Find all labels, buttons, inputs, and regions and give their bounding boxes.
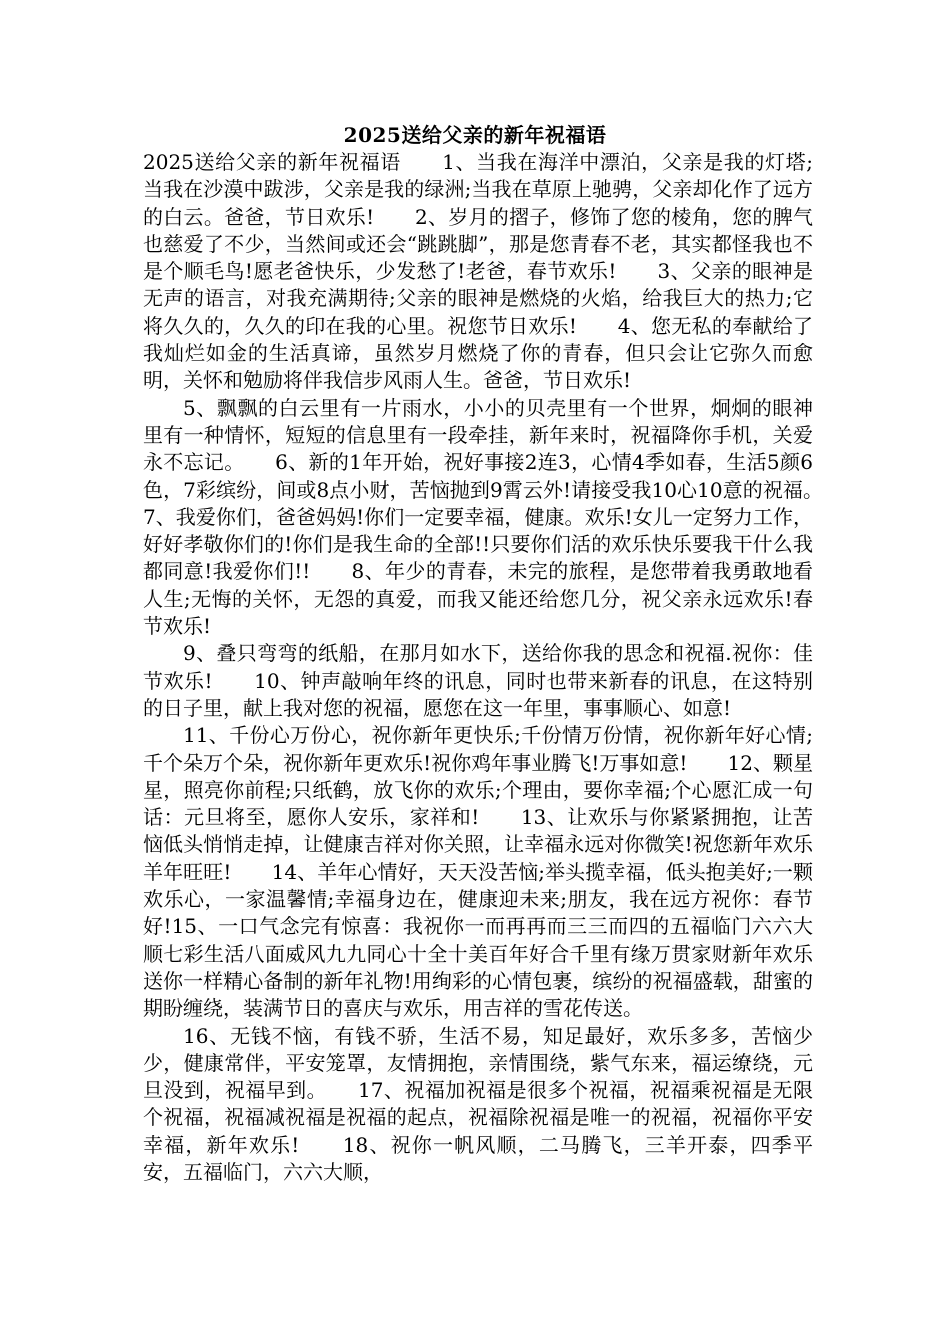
paragraph-3: 9、叠只弯弯的纸船，在那月如水下，送给你我的思念和祝福.祝你：佳节欢乐! 10、钟声敲响年终的讯息，同时也带来新春的讯息，在这特别的日子里，献上我对您的祝福，愿您在这一年里，事事顺心、如意!	[143, 641, 813, 720]
paragraph-5: 16、无钱不恼，有钱不骄，生活不易，知足最好，欢乐多多，苦恼少少，健康常伴，平安笼罩，友情拥抱，亲情围绕，紫气东来，福运缭绕，元旦没到，祝福早到。 17、祝福加祝福是很多个祝福，祝福乘祝福是无限个祝福，祝福减祝福是祝福的起点，祝福除祝福是唯一的祝福，祝福你平安幸福，新年欢乐! 18、祝你一帆风顺，二马腾飞，三羊开泰，四季平安，五福临门，六六大顺，	[143, 1023, 813, 1184]
paragraph-2: 5、飘飘的白云里有一片雨水，小小的贝壳里有一个世界，炯炯的眼神里有一种情怀，短短的信息里有一段牵挂，新年来时，祝福降你手机，关爱永不忘记。 6、新的1年开始，祝好事接2连3，心情4季如春，生活5颜6色，7彩缤纷，间或8点小财，苦恼抛到9霄云外!请接受我10心10意的祝福。 7、我爱你们，爸爸妈妈!你们一定要幸福，健康。欢乐!女儿一定努力工作，好好孝敬你们的!你们是我生命的全部!!只要你们活的欢乐快乐要我干什么我都同意!我爱你们!! 8、年少的青春，未完的旅程，是您带着我勇敢地看人生;无悔的关怀，无怨的真爱，而我又能还给您几分，祝父亲永远欢乐!春节欢乐!	[143, 395, 853, 639]
paragraph-4: 11、千份心万份心，祝你新年更快乐;千份情万份情，祝你新年好心情;千个朵万个朵，祝你新年更欢乐!祝你鸡年事业腾飞!万事如意! 12、颗星星，照亮你前程;只纸鹤，放飞你的欢乐;个理由，要你幸福;个心愿汇成一句话：元旦将至，愿你人安乐，家祥和! 13、让欢乐与你紧紧拥抱，让苦恼低头悄悄走掉，让健康吉祥对你关照，让幸福永远对你微笑!祝您新年欢乐羊年旺旺! 14、羊年心情好，天天没苦恼;举头揽幸福，低头抱美好;一颗欢乐心，一家温馨情;幸福身边在，健康迎未来;朋友，我在远方祝你：春节好!15、一口气念完有惊喜：我祝你一而再再而三三而四的五福临门六六大顺七彩生活八面威风九九同心十全十美百年好合千里有缘万贯家财新年欢乐送你一样精心备制的新年礼物!用绚彩的心情包裹，缤纷的祝福盛载，甜蜜的期盼缠绕，装满节日的喜庆与欢乐，用吉祥的雪花传送。	[143, 723, 813, 1021]
paragraph-1: 2025送给父亲的新年祝福语 1、当我在海洋中漂泊，父亲是我的灯塔;当我在沙漠中跋涉，父亲是我的绿洲;当我在草原上驰骋，父亲却化作了远方的白云。爸爸，节日欢乐! 2、岁月的摺子，修饰了您的棱角，您的脾气也慈爱了不少，当然间或还会“跳跳脚”，那是您青春不老，其实都怪我也不是个顺毛鸟!愿老爸快乐，少发愁了!老爸，春节欢乐! 3、父亲的眼神是无声的语言，对我充满期待;父亲的眼神是燃烧的火焰，给我巨大的热力;它将久久的，久久的印在我的心里。祝您节日欢乐! 4、您无私的奉献给了我灿烂如金的生活真谛，虽然岁月燃烧了你的青春，但只会让它弥久而愈明，关怀和勉励将伴我信步风雨人生。爸爸，节日欢乐!	[143, 150, 813, 393]
document-title: 2025送给父亲的新年祝福语	[343, 123, 607, 147]
document-body	[143, 149, 853, 1186]
